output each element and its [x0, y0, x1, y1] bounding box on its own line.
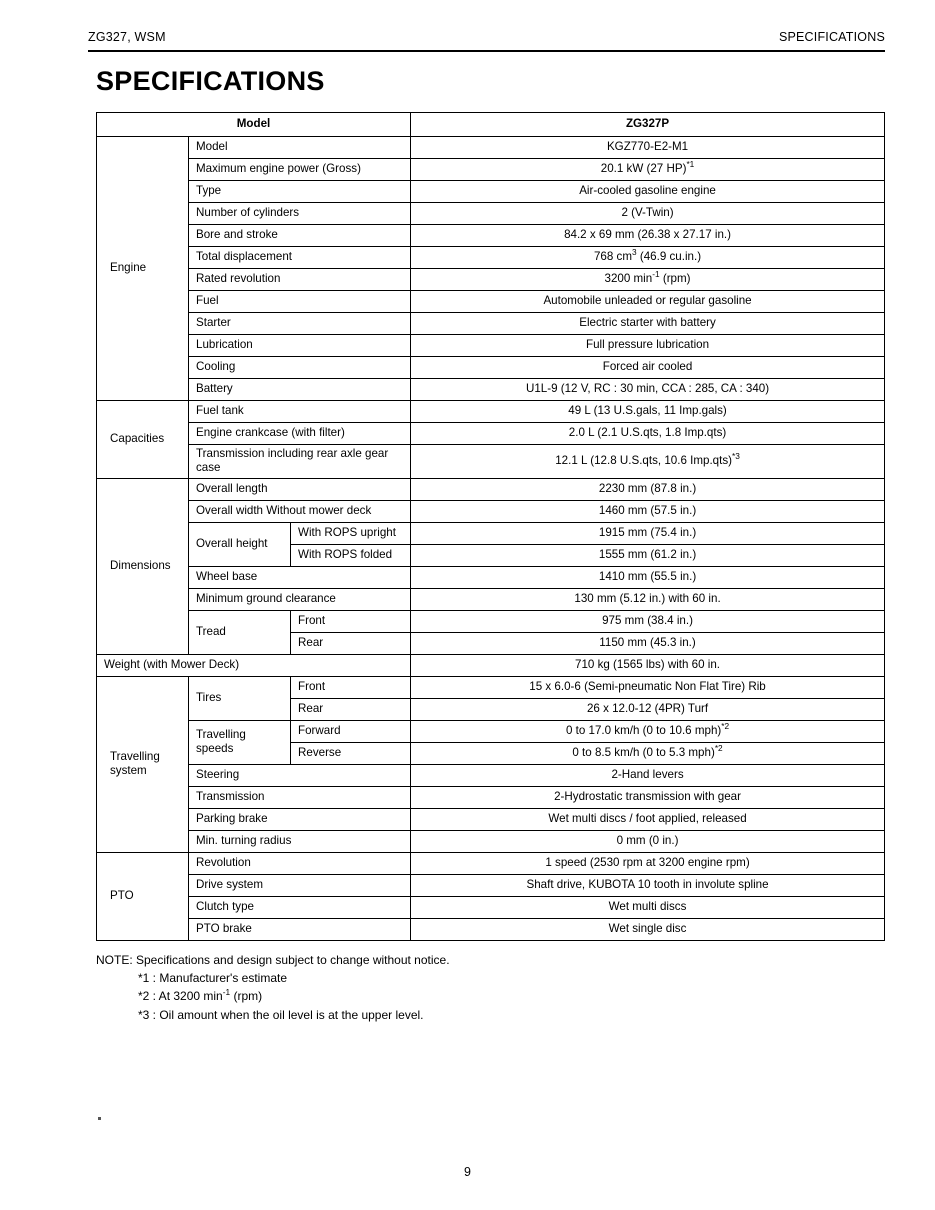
- row-value: 2230 mm (87.8 in.): [411, 478, 885, 500]
- row-label: Travelling speeds: [189, 720, 291, 764]
- category-capacities: Capacities: [97, 401, 189, 479]
- specifications-table: [96, 112, 885, 941]
- row-value: 2 (V-Twin): [411, 203, 885, 225]
- row-label: Type: [189, 181, 411, 203]
- table-row: [97, 786, 885, 808]
- page-title: SPECIFICATIONS: [96, 66, 325, 96]
- superscript: -1: [652, 269, 660, 280]
- row-label: Model: [189, 137, 411, 159]
- table-row: [97, 610, 885, 632]
- note-line-0: NOTE: Specifications and design subject to change without notice.: [96, 953, 450, 967]
- table-row: [97, 720, 885, 742]
- weight-label: Weight (with Mower Deck): [97, 654, 411, 676]
- row-label: Transmission: [189, 786, 411, 808]
- row-value: 130 mm (5.12 in.) with 60 in.: [411, 588, 885, 610]
- category-engine: Engine: [97, 137, 189, 401]
- table-row: [97, 247, 885, 269]
- row-label: Number of cylinders: [189, 203, 411, 225]
- page-number: 9: [464, 1165, 471, 1179]
- row-value: KGZ770-E2-M1: [411, 137, 885, 159]
- row-label: Overall width Without mower deck: [189, 500, 411, 522]
- row-value: 2-Hand levers: [411, 764, 885, 786]
- table-row: [97, 478, 885, 500]
- row-label: Engine crankcase (with filter): [189, 423, 411, 445]
- row-value-text-post: (rpm): [659, 272, 691, 286]
- table-row: [97, 445, 885, 479]
- row-value: Wet multi discs: [411, 896, 885, 918]
- note-line-2: [138, 987, 450, 1005]
- row-label: Overall length: [189, 478, 411, 500]
- row-value: 1 speed (2530 rpm at 3200 engine rpm): [411, 852, 885, 874]
- table-header-row: [97, 113, 885, 137]
- row-label: PTO brake: [189, 918, 411, 940]
- table-row: [97, 423, 885, 445]
- row-value: [411, 445, 885, 479]
- table-row: [97, 335, 885, 357]
- table-row: [97, 137, 885, 159]
- footnote-marker: *1: [686, 159, 695, 170]
- table-row: [97, 225, 885, 247]
- footnote-marker: *3: [732, 451, 740, 462]
- header-model-label: Model: [97, 113, 411, 137]
- table-row: [97, 181, 885, 203]
- row-label: Cooling: [189, 357, 411, 379]
- row-label: Fuel tank: [189, 401, 411, 423]
- row-sublabel: Front: [291, 610, 411, 632]
- table-row: [97, 357, 885, 379]
- row-sublabel: Rear: [291, 698, 411, 720]
- table-notes: [96, 951, 450, 1024]
- row-label: Clutch type: [189, 896, 411, 918]
- row-label: Minimum ground clearance: [189, 588, 411, 610]
- row-label: Rated revolution: [189, 269, 411, 291]
- table-row: [97, 203, 885, 225]
- table-row: [97, 918, 885, 940]
- running-header-left: ZG327, WSM: [88, 30, 166, 44]
- running-header: [88, 30, 885, 44]
- header-rule: [88, 50, 885, 52]
- row-value: [411, 269, 885, 291]
- row-label: Tires: [189, 676, 291, 720]
- row-value-text: 0 to 8.5 km/h (0 to 5.3 mph): [572, 746, 715, 760]
- row-value-text-post: (46.9 cu.in.): [636, 250, 702, 264]
- row-value: Wet single disc: [411, 918, 885, 940]
- table-row-weight: [97, 654, 885, 676]
- table-row: [97, 159, 885, 181]
- row-value: Automobile unleaded or regular gasoline: [411, 291, 885, 313]
- row-value: 1410 mm (55.5 in.): [411, 566, 885, 588]
- table-row: [97, 764, 885, 786]
- row-value: 1915 mm (75.4 in.): [411, 522, 885, 544]
- table-row: [97, 808, 885, 830]
- page-speck: [98, 1117, 101, 1120]
- row-value: 26 x 12.0-12 (4PR) Turf: [411, 698, 885, 720]
- row-label: Total displacement: [189, 247, 411, 269]
- row-value: [411, 159, 885, 181]
- row-value: Full pressure lubrication: [411, 335, 885, 357]
- footnote-marker: *2: [714, 743, 723, 754]
- note-line-3: *3 : Oil amount when the oil level is at the upper level.: [138, 1007, 424, 1022]
- row-value: Shaft drive, KUBOTA 10 tooth in involute spline: [411, 874, 885, 896]
- row-label: Overall height: [189, 522, 291, 566]
- row-label: Wheel base: [189, 566, 411, 588]
- row-label: Bore and stroke: [189, 225, 411, 247]
- row-value: Electric starter with battery: [411, 313, 885, 335]
- row-label: Transmission including rear axle gear case: [189, 445, 411, 479]
- row-label: Maximum engine power (Gross): [189, 159, 411, 181]
- note-line-1: *1 : Manufacturer's estimate: [138, 971, 288, 986]
- row-label: Tread: [189, 610, 291, 654]
- table-row: [97, 291, 885, 313]
- row-value: U1L-9 (12 V, RC : 30 min, CCA : 285, CA : 340): [411, 379, 885, 401]
- table-row: [97, 269, 885, 291]
- row-value-text: 768 cm: [593, 250, 632, 264]
- running-header-right: SPECIFICATIONS: [778, 30, 885, 44]
- row-value: 49 L (13 U.S.gals, 11 Imp.gals): [411, 401, 885, 423]
- row-value-text: 20.1 kW (27 HP): [600, 162, 687, 176]
- row-value: 15 x 6.0-6 (Semi-pneumatic Non Flat Tire) Rib: [411, 676, 885, 698]
- row-label: Steering: [189, 764, 411, 786]
- row-sublabel: With ROPS folded: [291, 544, 411, 566]
- row-sublabel: Reverse: [291, 742, 411, 764]
- row-label: Lubrication: [189, 335, 411, 357]
- row-sublabel: Rear: [291, 632, 411, 654]
- row-label: Fuel: [189, 291, 411, 313]
- row-value: Air-cooled gasoline engine: [411, 181, 885, 203]
- row-sublabel: Forward: [291, 720, 411, 742]
- note-line-2-text: *2 : At 3200 min: [138, 989, 223, 1004]
- row-value: 1555 mm (61.2 in.): [411, 544, 885, 566]
- table-row: [97, 379, 885, 401]
- row-value-text: 3200 min: [604, 272, 653, 286]
- row-value: 1460 mm (57.5 in.): [411, 500, 885, 522]
- table-row: [97, 852, 885, 874]
- row-sublabel: Front: [291, 676, 411, 698]
- row-label: Drive system: [189, 874, 411, 896]
- row-label: Battery: [189, 379, 411, 401]
- row-label: Revolution: [189, 852, 411, 874]
- row-value: 84.2 x 69 mm (26.38 x 27.17 in.): [411, 225, 885, 247]
- category-pto: PTO: [97, 852, 189, 940]
- row-label: Min. turning radius: [189, 830, 411, 852]
- row-value: [411, 720, 885, 742]
- row-label: Parking brake: [189, 808, 411, 830]
- table-row: [97, 500, 885, 522]
- category-dimensions: Dimensions: [97, 478, 189, 654]
- table-row: [97, 830, 885, 852]
- row-label: Starter: [189, 313, 411, 335]
- row-sublabel: With ROPS upright: [291, 522, 411, 544]
- table-row: [97, 874, 885, 896]
- row-value: [411, 742, 885, 764]
- header-model-value: ZG327P: [411, 113, 885, 137]
- row-value: Wet multi discs / foot applied, released: [411, 808, 885, 830]
- row-value: Forced air cooled: [411, 357, 885, 379]
- table-row: [97, 896, 885, 918]
- note-line-2-text-post: (rpm): [230, 989, 263, 1004]
- row-value: 0 mm (0 in.): [411, 830, 885, 852]
- row-value: 1150 mm (45.3 in.): [411, 632, 885, 654]
- table-row: [97, 588, 885, 610]
- row-value: 2-Hydrostatic transmission with gear: [411, 786, 885, 808]
- row-value-text: 12.1 L (12.8 U.S.qts, 10.6 Imp.qts): [555, 454, 732, 468]
- table-row: [97, 313, 885, 335]
- table-row: [97, 401, 885, 423]
- row-value: 2.0 L (2.1 U.S.qts, 1.8 Imp.qts): [411, 423, 885, 445]
- weight-value: 710 kg (1565 lbs) with 60 in.: [411, 654, 885, 676]
- table-row: [97, 676, 885, 698]
- superscript: -1: [222, 987, 231, 998]
- footnote-marker: *2: [721, 721, 730, 732]
- table-row: [97, 522, 885, 544]
- row-value: 975 mm (38.4 in.): [411, 610, 885, 632]
- category-travelling-system: Travelling system: [97, 676, 189, 852]
- row-value: [411, 247, 885, 269]
- table-row: [97, 566, 885, 588]
- row-value-text: 0 to 17.0 km/h (0 to 10.6 mph): [565, 724, 722, 738]
- superscript: 3: [632, 247, 637, 258]
